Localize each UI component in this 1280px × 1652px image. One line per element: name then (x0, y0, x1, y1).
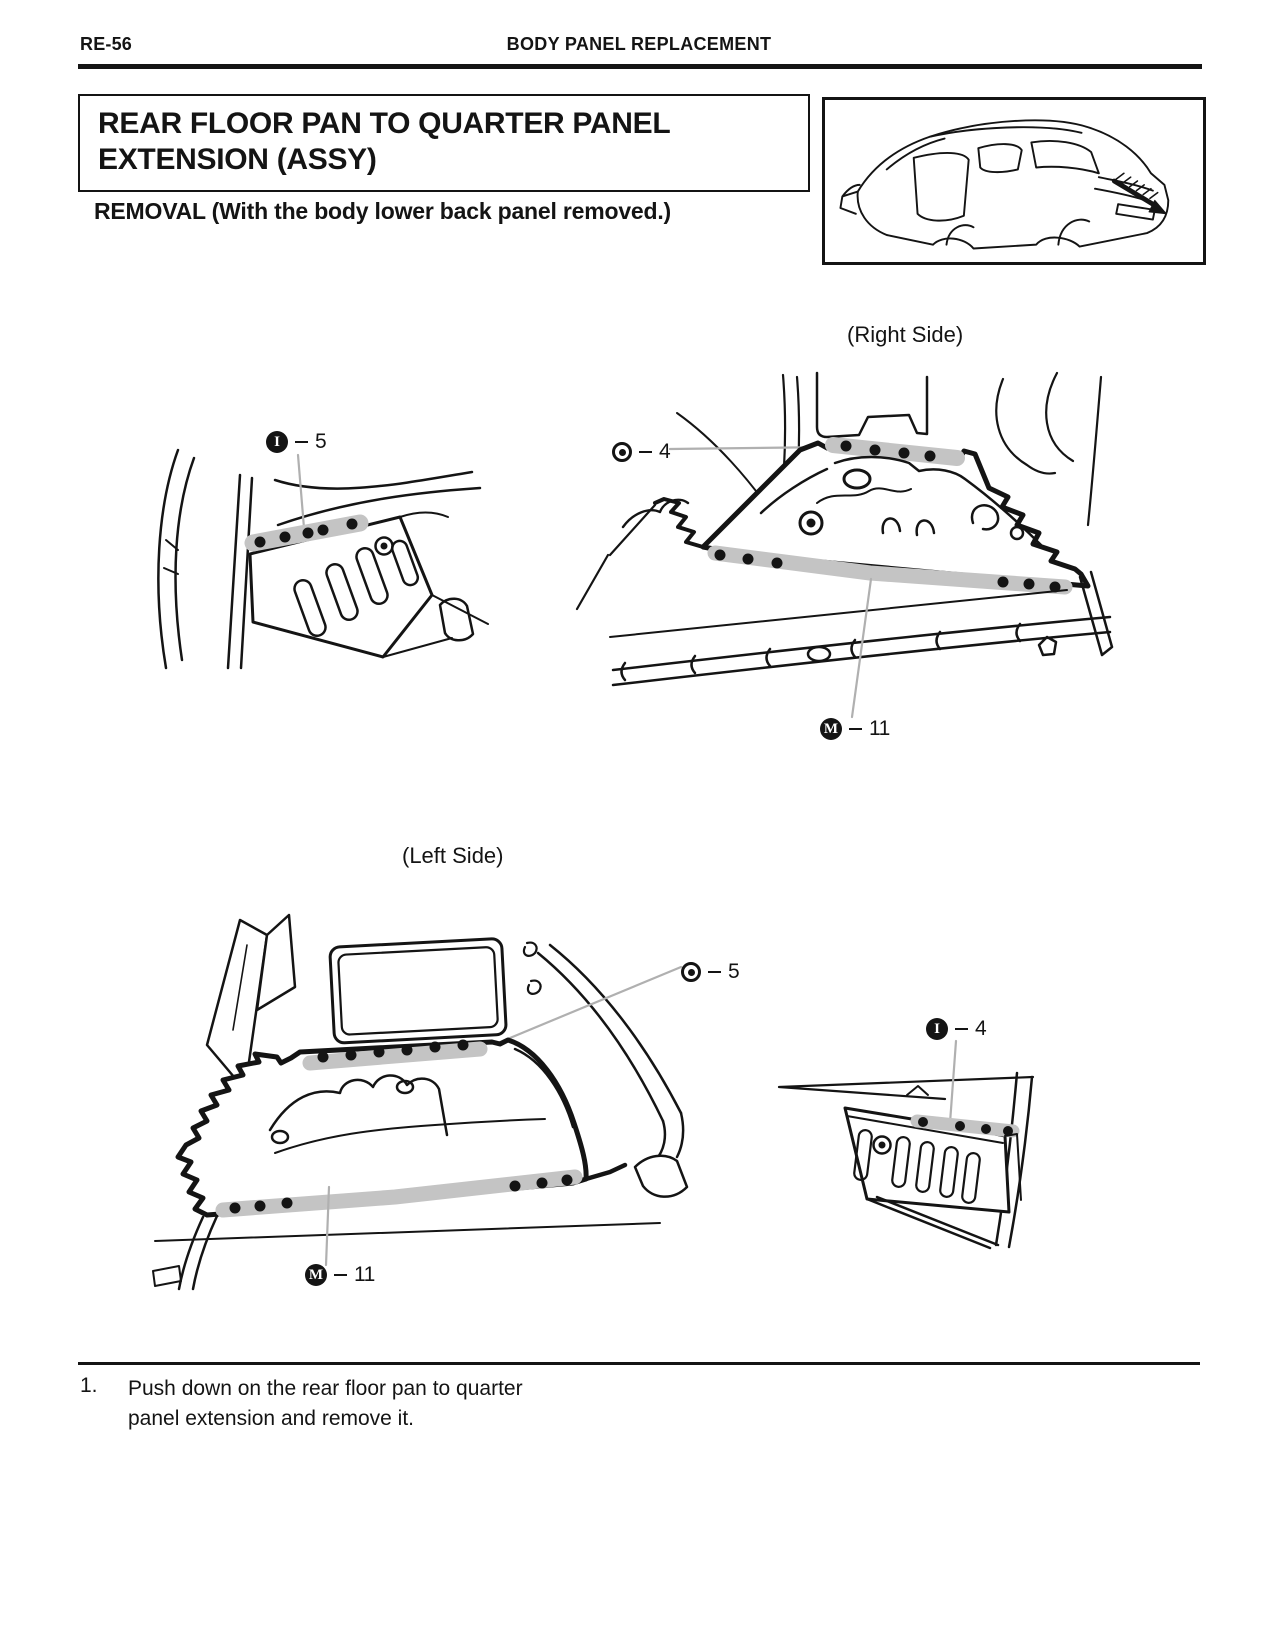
figure-left-side (95, 835, 745, 1295)
instruction-line1: Push down on the rear floor pan to quarter (128, 1377, 523, 1400)
weld-count: 11 (354, 1263, 375, 1286)
left-lower-lines (577, 505, 655, 609)
torn-panel-shard-2 (257, 915, 295, 1010)
deck-edge-lines (779, 1077, 1033, 1099)
weld-symbol-ring-circle (612, 442, 632, 462)
figure-quarter-inner-right (100, 380, 500, 680)
rail-tab (153, 1266, 181, 1286)
section-title-line2: EXTENSION (ASSY) (98, 143, 377, 176)
removal-heading: REMOVAL (With the body lower back panel removed.) (94, 198, 672, 224)
ring-dot (688, 969, 695, 976)
door-opening (914, 153, 969, 221)
callout-dash (708, 971, 721, 974)
corner-tab (1039, 637, 1056, 655)
weld-callout-i5 (266, 430, 326, 454)
panel-top-curve (275, 472, 472, 489)
wheel-arch-inner (176, 458, 194, 660)
callout-dash (639, 451, 652, 454)
floor-hole (808, 647, 830, 661)
section-divider-rule (78, 1362, 1200, 1365)
callout-dash (849, 728, 862, 731)
weld-count: 4 (659, 440, 671, 463)
right-side-label: (Right Side) (847, 322, 964, 347)
wheel-arches (947, 220, 1090, 245)
weld-symbol-filled-circle: I (266, 431, 288, 453)
quarter-panel-lower (655, 1113, 683, 1161)
weld-symbol-filled-circle: M (305, 1264, 327, 1286)
weld-symbol-filled-circle: M (820, 718, 842, 740)
pillar-edge-lines (228, 475, 252, 668)
instruction-step-number: 1. (80, 1374, 98, 1397)
weld-callout-o4 (612, 440, 670, 464)
weld-callout-m11-left (305, 1263, 375, 1287)
weld-symbol-filled-circle: I (926, 1018, 948, 1040)
figure-quarter-inner-left (755, 945, 1100, 1250)
bracket-pocket (440, 599, 473, 641)
section-title (98, 106, 670, 178)
frame-rail-lines (179, 1216, 217, 1289)
page-number: RE-56 (80, 34, 133, 54)
ring-dot (619, 449, 626, 456)
edge-notch (907, 1086, 928, 1095)
weld-count: 11 (869, 717, 890, 740)
panel-tip (586, 1165, 625, 1179)
floor-seam-line (155, 1223, 660, 1241)
car-body-illustration (825, 100, 1203, 262)
leader-line-m11 (852, 579, 871, 717)
section-title-box (78, 94, 810, 192)
roof-line (930, 127, 1081, 136)
figure-right-side (565, 355, 1115, 755)
callout-dash (295, 441, 308, 444)
header-rule (78, 64, 1202, 69)
panel-upper-line (278, 488, 480, 525)
car-location-thumbnail (822, 97, 1206, 265)
panel-right-line (400, 513, 448, 518)
page-header-title: BODY PANEL REPLACEMENT (506, 34, 772, 54)
floor-seam-line (610, 590, 1067, 637)
leader-line-i4 (950, 1041, 956, 1123)
rear-glass-opening (1031, 141, 1099, 173)
weld-count: 4 (975, 1017, 987, 1040)
package-tray-opening (817, 373, 927, 437)
weld-callout-i4 (926, 1017, 986, 1041)
section-title-line1: REAR FLOOR PAN TO QUARTER PANEL (98, 107, 671, 140)
body-side-line (1088, 377, 1101, 525)
corner-flap (635, 1156, 687, 1197)
weld-callout-m11-right (820, 717, 890, 741)
callout-dash (334, 1274, 347, 1277)
weld-symbol-ring-circle (681, 962, 701, 982)
quarter-window-opening (978, 144, 1021, 172)
weld-count: 5 (728, 960, 740, 983)
left-side-label: (Left Side) (402, 843, 504, 868)
weld-count: 5 (315, 430, 327, 453)
instruction-line2: panel extension and remove it. (128, 1407, 415, 1430)
deck-opening (330, 938, 507, 1043)
weld-callout-o5 (681, 960, 739, 984)
hinge-clips (524, 943, 541, 994)
callout-dash (955, 1028, 968, 1031)
instruction-step-text (128, 1374, 523, 1434)
upper-right-panel-curves (996, 373, 1073, 474)
